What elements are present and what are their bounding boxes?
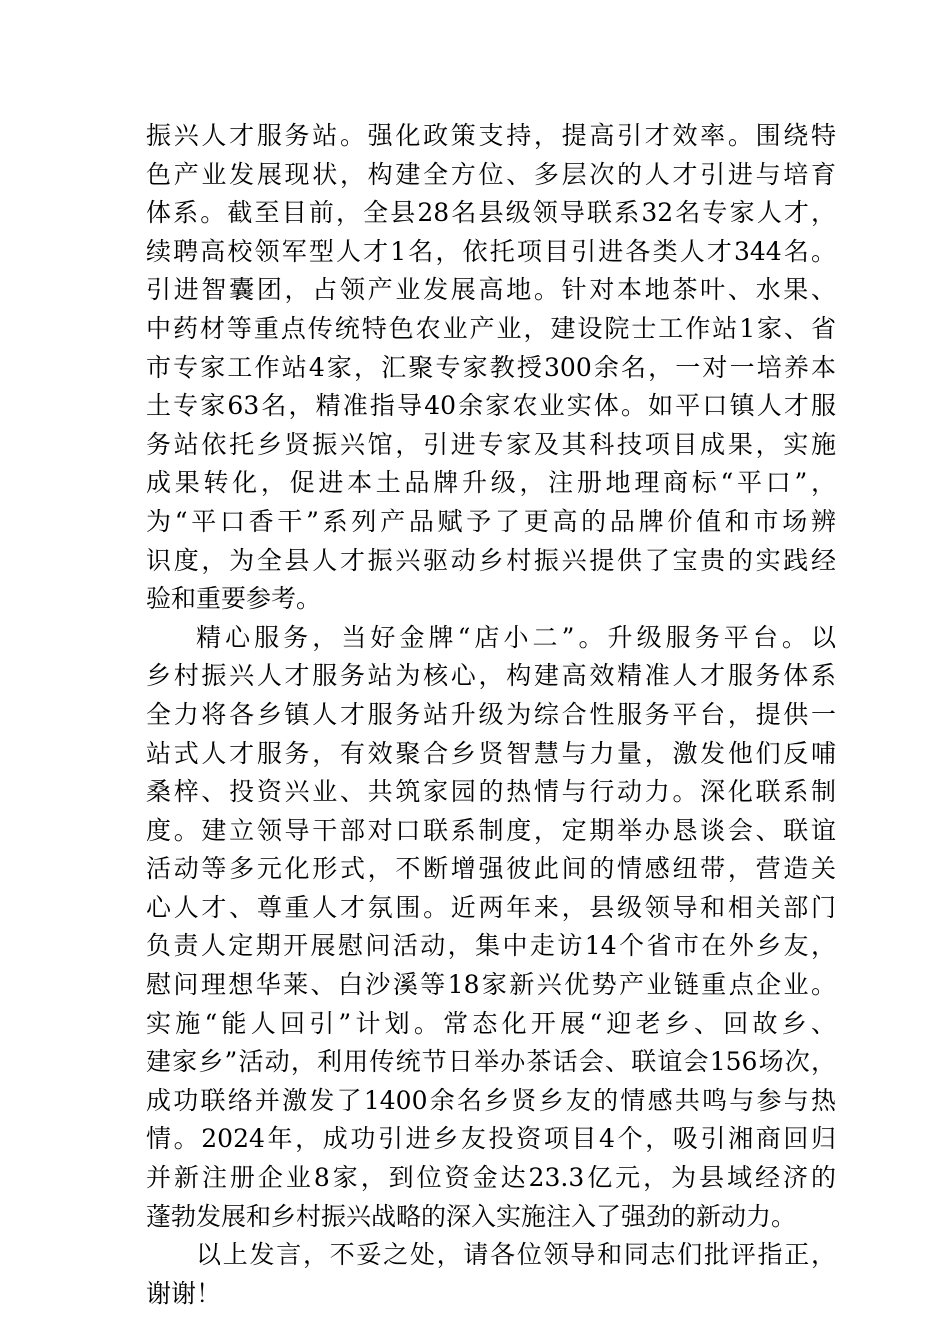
text-line: 色产业发展现状，构建全方位、多层次的人才引进与培育 [146, 159, 836, 189]
text-line: 度。建立领导干部对口联系制度，定期举办恳谈会、联谊 [146, 815, 836, 845]
text-line: 体系。截至目前，全县28名县级领导联系32名专家人才， [146, 198, 836, 228]
text-line: 验和重要参考。 [146, 584, 322, 614]
text-line: 引进智囊团，占领产业发展高地。针对本地茶叶、水果、 [146, 275, 836, 305]
text-line: 谢谢！ [146, 1278, 222, 1308]
text-line: 续聘高校领军型人才1名，依托项目引进各类人才344名。 [146, 236, 836, 266]
text-line: 中药材等重点传统特色农业产业，建设院士工作站1家、省 [146, 313, 836, 343]
text-line: 以上发言，不妥之处，请各位领导和同志们批评指正， [196, 1240, 836, 1270]
text-line: 慰问理想华莱、白沙溪等18家新兴优势产业链重点企业。 [146, 970, 836, 1000]
text-line: 市专家工作站4家，汇聚专家教授300余名，一对一培养本 [146, 352, 836, 382]
text-line: 成功联络并激发了1400余名乡贤乡友的情感共鸣与参与热 [146, 1085, 836, 1115]
text-line: 情。2024年，成功引进乡友投资项目4个，吸引湘商回归 [146, 1124, 836, 1154]
text-line: 识度，为全县人才振兴驱动乡村振兴提供了宝贵的实践经 [146, 545, 836, 575]
text-line: 蓬勃发展和乡村振兴战略的深入实施注入了强劲的新动力。 [146, 1201, 797, 1231]
text-line: 振兴人才服务站。强化政策支持，提高引才效率。围绕特 [146, 121, 836, 150]
text-line: 站式人才服务，有效聚合乡贤智慧与力量，激发他们反哺 [146, 738, 836, 768]
text-line: 心人才、尊重人才氛围。近两年来，县级领导和相关部门 [146, 892, 836, 922]
text-line: 桑梓、投资兴业、共筑家园的热情与行动力。深化联系制 [146, 777, 836, 807]
text-line: 精心服务，当好金牌“店小二”。升级服务平台。以 [196, 622, 836, 652]
text-line: 乡村振兴人才服务站为核心，构建高效精准人才服务体系 [146, 661, 836, 691]
text-line: 活动等多元化形式，不断增强彼此间的情感纽带，营造关 [146, 854, 836, 884]
text-line: 土专家63名，精准指导40余家农业实体。如平口镇人才服 [146, 391, 836, 421]
text-line: 实施“能人回引”计划。常态化开展“迎老乡、回故乡、 [146, 1008, 836, 1038]
text-line: 务站依托乡贤振兴馆，引进专家及其科技项目成果，实施 [146, 429, 836, 459]
text-line: 并新注册企业8家，到位资金达23.3亿元，为县域经济的 [146, 1163, 836, 1193]
text-line: 成果转化，促进本土品牌升级，注册地理商标“平口”， [146, 468, 836, 498]
text-line: 为“平口香干”系列产品赋予了更高的品牌价值和市场辨 [146, 506, 836, 536]
text-line: 负责人定期开展慰问活动，集中走访14个省市在外乡友， [146, 931, 836, 961]
text-line: 建家乡”活动，利用传统节日举办茶话会、联谊会156场次， [146, 1047, 836, 1077]
body-text [146, 117, 836, 1313]
text-line: 全力将各乡镇人才服务站升级为综合性服务平台，提供一 [146, 699, 836, 729]
